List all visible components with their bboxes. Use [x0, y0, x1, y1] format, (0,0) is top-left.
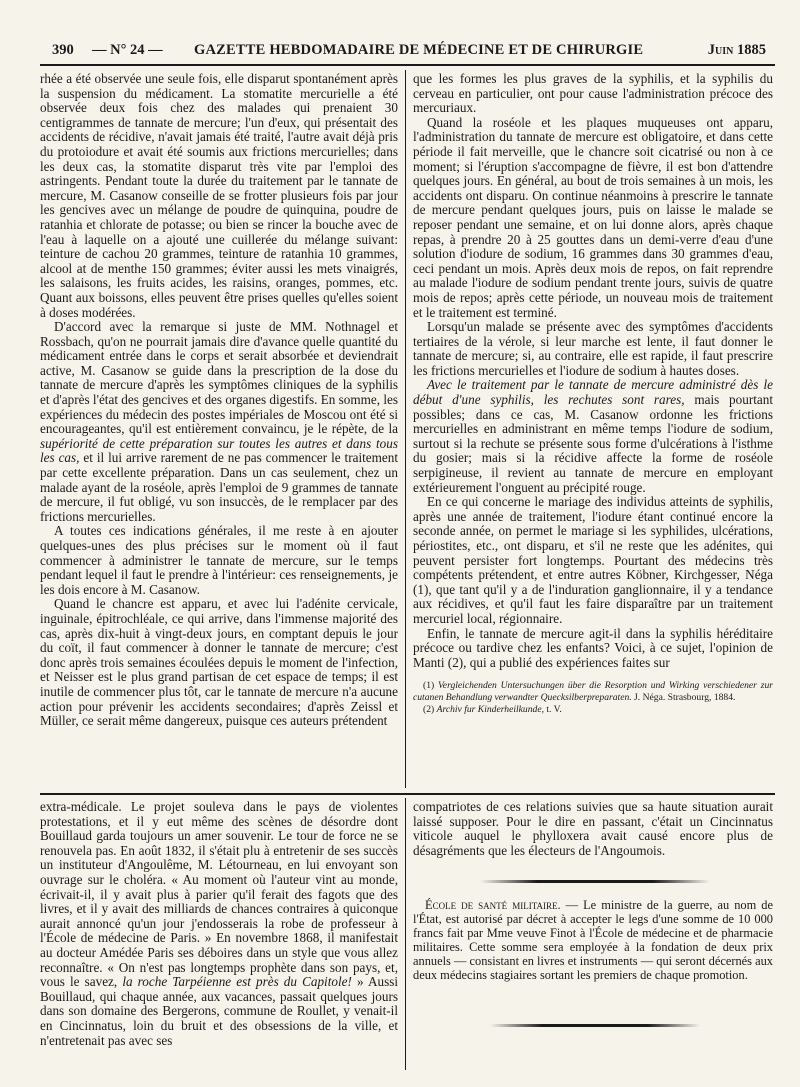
paragraph: École de santé militaire. — Le ministre de la guerre, au nom de l'État, est autorisé par décret à accepter le legs d'une somme de 10 000 francs fait par Mme veuve Finot à l'École de médecine et de pharmacie militaires. Cette somme sera employée à la fondation de deux prix annuels — consistant en livres et instruments — qui seront décernés aux deux médecins stagiaires sortant les premiers de chaque promotion. [413, 898, 773, 982]
ornamental-rule [490, 1024, 700, 1027]
footnotes [413, 680, 773, 716]
journal-title: GAZETTE HEBDOMADAIRE DE MÉDECINE ET DE CHIRURGIE [194, 42, 644, 58]
ornamental-rule [480, 880, 710, 883]
paragraph: Lorsqu'un malade se présente avec des symptômes d'accidents tertiaires de la vérole, si leur marche est lente, il faut donner le tannate de mercure; si, au contraire, elle est rapide, il faut prescrire les frictions mercurielles et l'iodure de sodium à hautes doses. [413, 319, 773, 378]
column-divider-lower [405, 798, 406, 1070]
footnote: (2) Archiv fur Kinderheilkunde, t. V. [423, 704, 562, 716]
paragraph: Quand la roséole et les plaques muqueuses ont apparu, l'administration du tannate de mercure est obligatoire, et dans cette période il fait merveille, que le chancre soit cicatrisé ou non à ce moment; si l'éruption s'accompagne de fièvre, il est bon d'attendre quelques jours. En général, au bout de trois semaines à un mois, les accidents ont disparu. On continue néanmoins à prescrire le tannate de mercure pendant quelques jours, puis on laisse le malade se reposer pendant une semaine, et on lui donne alors, après chaque repas, à prendre 20 à 25 gouttes dans un demi-verre d'eau d'une solution d'iodure de sodium, 16 grammes dans 30 grammes d'eau, ceci pendant un mois. Après deux mois de repos, on fait reprendre au malade l'iodure de sodium pendant trente jours, suivis de quatre mois de repos; après cette période, un nouveau mois de traitement et le traitement est terminé. [413, 114, 773, 320]
column-divider-upper [405, 70, 406, 788]
paragraph: rhée a été observée une seule fois, elle disparut spontanément après la suspension du médicament. La stomatite mercurielle a été observée deux fois chez des malades qui prenaient 30 centigrammes de tannate de mercure; l'un d'eux, qui présentait des accidents de récidive, n'avait jamais été traité, l'autre avait déjà pris du protoiodure et avait été soumis aux frictions mercurielles; dans les deux cas, la stomatite disparut très vite par l'emploi des astringents. Pendant toute la durée du traitement par le tannate de mercure, M. Casanow conseille de se frotter plusieurs fois par jour les gencives avec un mélange de poudre de quinquina, poudre de ratanhia et chlorate de potasse; ou bien se rincer la bouche avec de l'eau à laquelle on a ajouté une cuillerée du mélange suivant: teinture de cachou 20 grammes, teinture de ratanhia 10 grammes, alcool at de menthe 150 grammes; éviter aussi les mets vinaigrés, les salaisons, les fruits acides, les raisins, oranges, pommes, etc. Quant aux boissons, elles peuvent être prises quelles qu'elles soient à doses modérées. [40, 72, 398, 320]
lower-right-column [413, 800, 773, 875]
paragraph: D'accord avec la remarque si juste de MM. Nothnagel et Rossbach, qu'on ne pourrait jamais dire d'avance quelle quantité du médicament entrée dans le corps et serait absorbée et deviendrait active, M. Casanow se guide dans la prescription de la dose du tannate de mercure d'après les symptômes cliniques de la syphilis et d'après l'état des gencives et des organes digestifs. En somme, les expériences du médecin des postes impériales de Moscou ont été si encourageantes, qu'il est entièrement convaincu, je le répète, de la supériorité de cette préparation sur toutes les autres et dans tous les cas, et il lui arrive rarement de ne pas commencer le traitement par cette excellente préparation. Dans un cas seulement, chez un malade ayant de la roséole, après l'emploi de 9 grammes de tannate de mercure, il fut obligé, vu son insuccès, de le remplacer par des frictions mercurielles. [40, 319, 398, 524]
upper-right-column [413, 72, 773, 788]
page-number: 390 [52, 42, 74, 58]
header-rule [40, 64, 775, 66]
military-school-notice [413, 898, 773, 1016]
paragraph: En ce qui concerne le mariage des individus atteints de syphilis, après une année de traitement, l'iodure étant continué encore la seconde année, on permet le mariage si les syphilides, ulcérations, périostites, etc., ont disparu, et s'il ne reste que les adénites, qui peuvent persister fort longtemps. Pourtant des médecins très compétents prétendent, et entre autres Köbner, Kirchgesser, Néga (1), que tant qu'il y a de l'induration ganglionnaire, il y a tendance aux récidives, et qu'il faut les faire disparaître par un traitement mercuriel local, régionnaire. [413, 494, 773, 626]
paragraph: compatriotes de ces relations suivies que sa haute situation aurait laissé supposer. Pour le dire en passant, c'était un Cincinnatus viticole auquel le phylloxera avait causé encore plus de désagréments que les électeurs de l'Angoumois. [413, 800, 773, 858]
notice-heading: École de santé militaire. [425, 898, 561, 912]
issue-number: — N° 24 — [92, 42, 163, 58]
issue-date: Juin 1885 [707, 42, 766, 58]
paragraph: extra-médicale. Le projet souleva dans le pays de violentes protestations, et il y eut même des scènes de désordre dont Bouillaud garda toujours un amer souvenir. Le tour de force ne se renouvela pas. En août 1832, il s'était plu à entretenir de ses succès un instituteur d'Angoulême, M. Létourneau, en lui envoyant son ouvrage sur le choléra. « Au moment où l'auteur vint au monde, écrivait-il, il y avait plus à parier qu'il ferait des fagots que des livres, et il y avait des milliards de chances contraires à quiconque aurait annoncé qu'un jour j'endosserais la robe de professeur à l'École de médecine de Paris. » En novembre 1868, il manifestait au docteur Amédée Paris ses déboires dans un style que vous allez reconnaître. « On n'est pas longtemps prophète dans son pays, et, vous le savez, la roche Tarpéienne est près du Capitole! » Aussi Bouillaud, qui chaque année, aux vacances, passait quelques jours dans son domaine des Bergerons, commune de Roullet, y venait-il en Cincinnatus, loin du bruit et des obsessions de la ville, et n'entretenait pas avec ses [40, 800, 398, 1048]
paragraph: Avec le traitement par le tannate de mercure administré dès le début d'une syphilis, les rechutes sont rares, mais pourtant possibles; dans ce cas, M. Casanow ordonne les frictions mercurielles en administrant en même temps l'iodure de sodium, surtout si la rechute se présente sous forme d'ulcérations à l'isthme du gosier; mais si la récidive affecte la forme de roséole serpigineuse, il revient au tannate de mercure en employant extérieurement l'onguent au précipité rouge. [413, 377, 773, 495]
paragraph: Quand le chancre est apparu, et avec lui l'adénite cervicale, inguinale, épitrochléale, ce qui arrive, dans l'immense majorité des cas, après dix-huit à vingt-deux jours, en comptant depuis le jour du coït, il faut commencer à donner le tannate de mercure; c'est donc après trois semaines écoulées depuis le moment de l'infection, et Neisser est le plus grand partisan de cet espace de temps; il est inutile de commencer plus tôt, car le tannate de mercure n'a aucune action pour prévenir les accidents secondaires; d'après Zeissl et Müller, ce serait même dangereux, puisque ces auteurs prétendent [40, 596, 398, 729]
section-rule [40, 793, 775, 795]
footnote: (1) Vergleichenden Untersuchungen über die Resorption und Wirking verschiedener zur cutanen Behandlung verwandter Quecksilberpreparaten. J. Néga. Strasbourg, 1884. [413, 680, 773, 704]
paragraph: que les formes les plus graves de la syphilis, et la syphilis du cerveau en particulier, ont pour cause l'administration précoce des mercuriaux. [413, 72, 773, 116]
page-header [44, 40, 774, 62]
upper-left-column [40, 72, 398, 788]
lower-left-column [40, 800, 398, 1070]
paragraph: Enfin, le tannate de mercure agit-il dans la syphilis héréditaire précoce ou tardive chez les enfants? Voici, à ce sujet, l'opinion de Manti (2), qui a publié des expériences faites sur [413, 625, 773, 670]
paragraph: A toutes ces indications générales, il me reste à en ajouter quelques-unes des plus précises sur le moment où il faut commencer à administrer le tannate de mercure, sur le temps pendant lequel il faut le prendre à l'intérieur: ces renseignements, je les dois encore à M. Casanow. [40, 523, 398, 597]
